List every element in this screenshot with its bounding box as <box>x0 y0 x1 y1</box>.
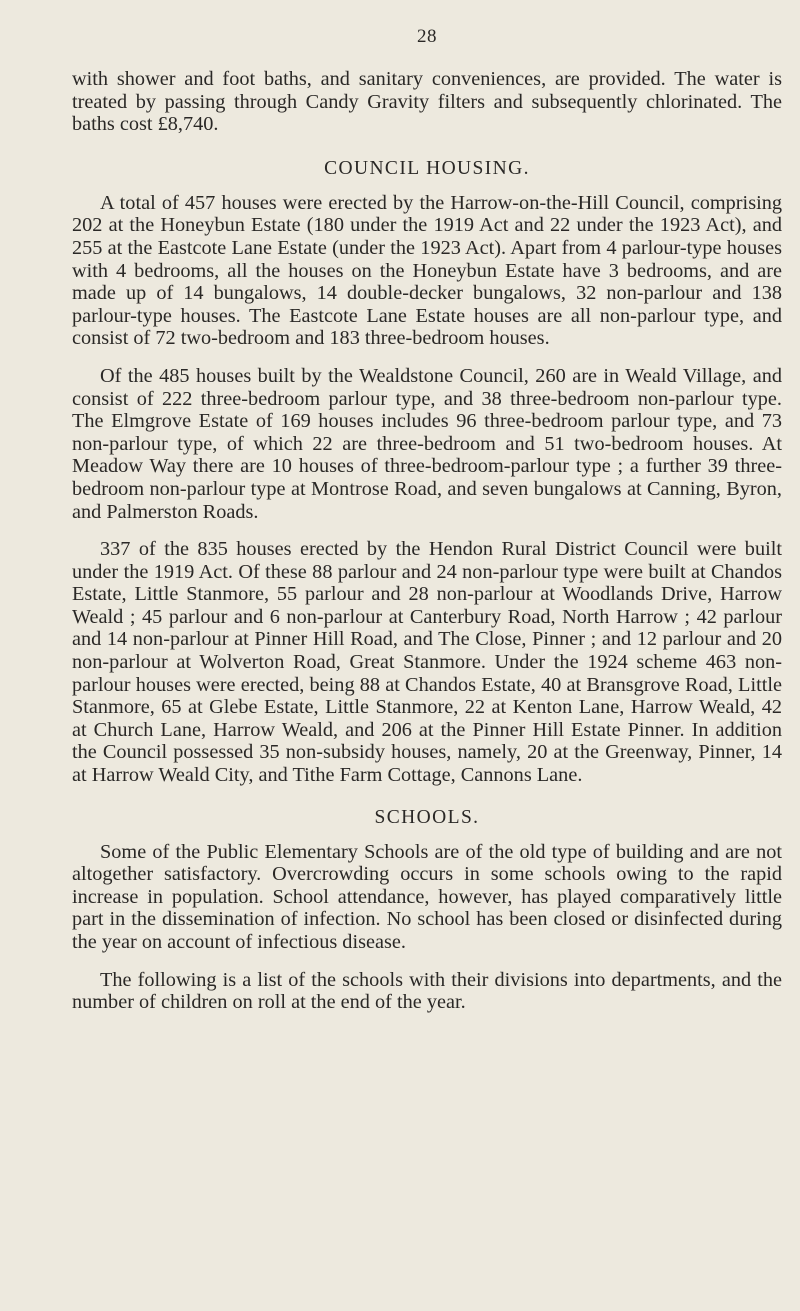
schools-paragraph-condition: Some of the Public Elementary Schools are of the old type of building and are not altogether satisfactory. Overcrowding occurs in some schools owing to the rapid increase in population. School attendance, however, has played comparatively little part in the dissemination of infection. No school has been closed or disinfected during the year on account of infectious disease. <box>72 840 782 953</box>
council-housing-paragraph-wealdstone: Of the 485 houses built by the Wealdstone Council, 260 are in Weald Village, and consist of 222 three-bedroom parlour type, and 38 three-bedroom non-parlour type. The Elmgrove Estate of 169 houses includes 96 three-bedroom parlour type, and 73 non-parlour type, of which 22 are three-bedroom and 51 two-bedroom houses. At Meadow Way there are 10 houses of three-bedroom-parlour type ; a further 39 three-bedroom non-parlour type at Montrose Road, and seven bungalows at Canning, Byron, and Palmerston Roads. <box>72 364 782 523</box>
schools-heading: SCHOOLS. <box>374 806 480 828</box>
council-housing-paragraph-hendon: 337 of the 835 houses erected by the Hendon Rural District Council were built under the 1919 Act. Of these 88 parlour and 24 non-parlour type were built at Chandos Estate, Little Stanmore, 55 parlour and 28 non-parlour at Woodlands Drive, Harrow Weald ; 45 parlour and 6 non-parlour at Canterbury Road, North Harrow ; 42 parlour and 14 non-parlour at Pinner Hill Road, and The Close, Pinner ; and 12 parlour and 20 non-parlour at Wolverton Road, Great Stanmore. Under the 1924 scheme 463 non-parlour houses were erected, being 88 at Chandos Estate, 40 at Bransgrove Road, Little Stanmore, 65 at Glebe Estate, Little Stanmore, 22 at Kenton Lane, Harrow Weald, 42 at Church Lane, Harrow Weald, and 206 at the Pinner Hill Estate Pinner. In addition the Council possessed 35 non-subsidy houses, namely, 20 at the Greenway, Pinner, 14 at Harrow Weald City, and Tithe Farm Cottage, Cannons Lane. <box>72 538 782 787</box>
page-number: 28 <box>417 26 437 47</box>
council-housing-paragraph-harrow: A total of 457 houses were erected by the Harrow-on-the-Hill Council, comprising 202 at the Honeybun Estate (180 under the 1919 Act and 22 under the 1923 Act), and 255 at the Eastcote Lane Estate (under the 1923 Act). Apart from 4 parlour-type houses with 4 bedrooms, all the houses on the Honeybun Estate have 3 bedrooms, and are made up of 14 bungalows, 14 double-decker bungalows, 32 non-parlour and 138 parlour-type houses. The Eastcote Lane Estate houses are all non-parlour type, and consist of 72 two-bedroom and 183 three-bedroom houses. <box>72 191 782 350</box>
schools-paragraph-list-intro: The following is a list of the schools with their divisions into departments, and the number of children on roll at the end of the year. <box>72 968 782 1014</box>
council-housing-heading: COUNCIL HOUSING. <box>324 157 530 179</box>
intro-paragraph: with shower and foot baths, and sanitary conveniences, are provided. The water is treated by passing through Candy Gravity filters and subsequently chlorinated. The baths cost £8,740. <box>72 68 782 136</box>
document-page <box>72 26 782 1014</box>
